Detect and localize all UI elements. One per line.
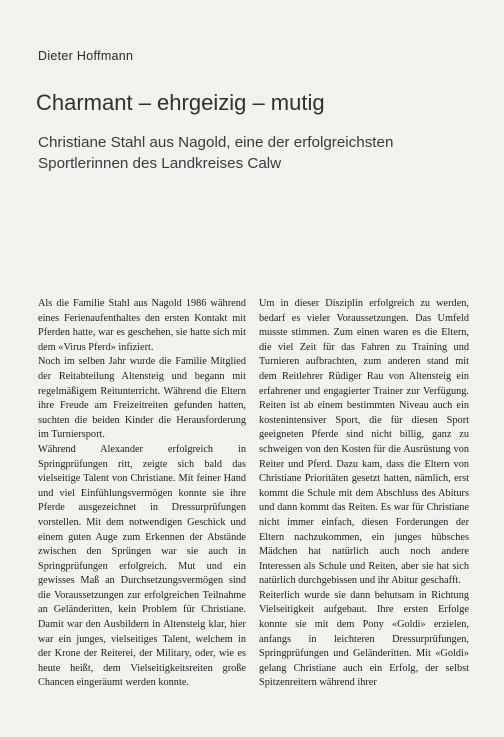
paragraph: Um in dieser Disziplin erfolgreich zu werden, bedarf es vieler Voraussetzungen. Das Umfeld musste stimmen. Zum einen waren es die Eltern, die viel Zeit für das Fahren zu Training und Turnieren aufbrachten, zum anderen stand mit dem Reitlehrer Rüdiger Rau von Altensteig ein erfahrener und engagierter Trainer zur Verfügung. Reiten ist ab einem bestimmten Niveau auch ein kostenintensiver Sport, die für diesen Sport geeigneten Pferde sind nicht billig, ganz zu schweigen von den Kosten für die Ausrüstung von Reiter und Pferd. Dazu kam, dass die Eltern von Christiane Prioritäten gesetzt hatten, nämlich, erst kommt die Schule mit dem Abschluss des Abiturs und dann kommt das Reiten. Es war für Christiane nicht immer einfach, diesen Forderungen der Eltern nachzukommen, ein junges hübsches Mädchen hat natürlich auch noch andere Interessen als Schule und Reiten, aber sie hat sich natürlich durchgebissen und ihr Abitur geschafft.	[259, 298, 469, 587]
paragraph: Noch im selben Jahr wurde die Familie Mitglied der Reitabteilung Altensteig und begann mit regelmäßigem Reitunterricht. Während die Eltern ihre Freude am Freizeitreiten gefunden hatten, suchten die beiden Kinder die Herausforderung im Turniersport.	[38, 356, 246, 441]
paragraph: Reiterlich wurde sie dann behutsam in Richtung Vielseitigkeit aufgebaut. Ihre ersten Erfolge konnte sie mit dem Pony «Goldi» erzielen, anfangs in leichteren Dressurprüfungen, Springprüfungen und Geländeritten. Mit «Goldi» gelang Christiane auch ein Erfolg, der selbst Spitzenreitern während ihrer	[259, 589, 469, 689]
paragraph: Während Alexander erfolgreich in Springprüfungen ritt, zeigte sich bald das vielseitige Talent von Christiane. Mit feiner Hand und viel Einfühlungsvermögen konnte sie ihre Pferde ausgezeichnet in Dressurprüfungen vorstellen. Mit dem notwendigen Geschick und einem guten Auge zum Erkennen der Abstände zwischen den Sprüngen war sie auch in Springprüfungen erfolgreich. Mut und ein gewisses Maß an Durchsetzungsvermögen sind die Voraussetzungen zur erfolgreichen Teilnahme an Geländeritten, kein Problem für Christiane. Damit war den Ausbildern in Altensteig klar, hier war ein junges, vielseitiges Talent, welchem in der Krone der Reiterei, der Military, oder, wie es heute heißt, dem Vielseitigkeitsreiten große Chancen eingeräumt werden konnte.	[38, 443, 246, 689]
text-column-right	[259, 297, 469, 691]
article-title: Charmant – ehrgeizig – mutig	[36, 90, 325, 115]
author-name: Dieter Hoffmann	[38, 49, 134, 63]
text-column-left	[38, 297, 246, 691]
paragraph: Als die Familie Stahl aus Nagold 1986 während eines Ferienaufenthaltes den ersten Kontakt mit Pferden hatte, war es geschehen, sie hatte sich mit dem «Virus Pferd» infiziert.	[38, 298, 246, 353]
article-subtitle: Christiane Stahl aus Nagold, eine der erfolgreichsten Sportlerinnen des Landkreises Calw	[38, 134, 394, 172]
